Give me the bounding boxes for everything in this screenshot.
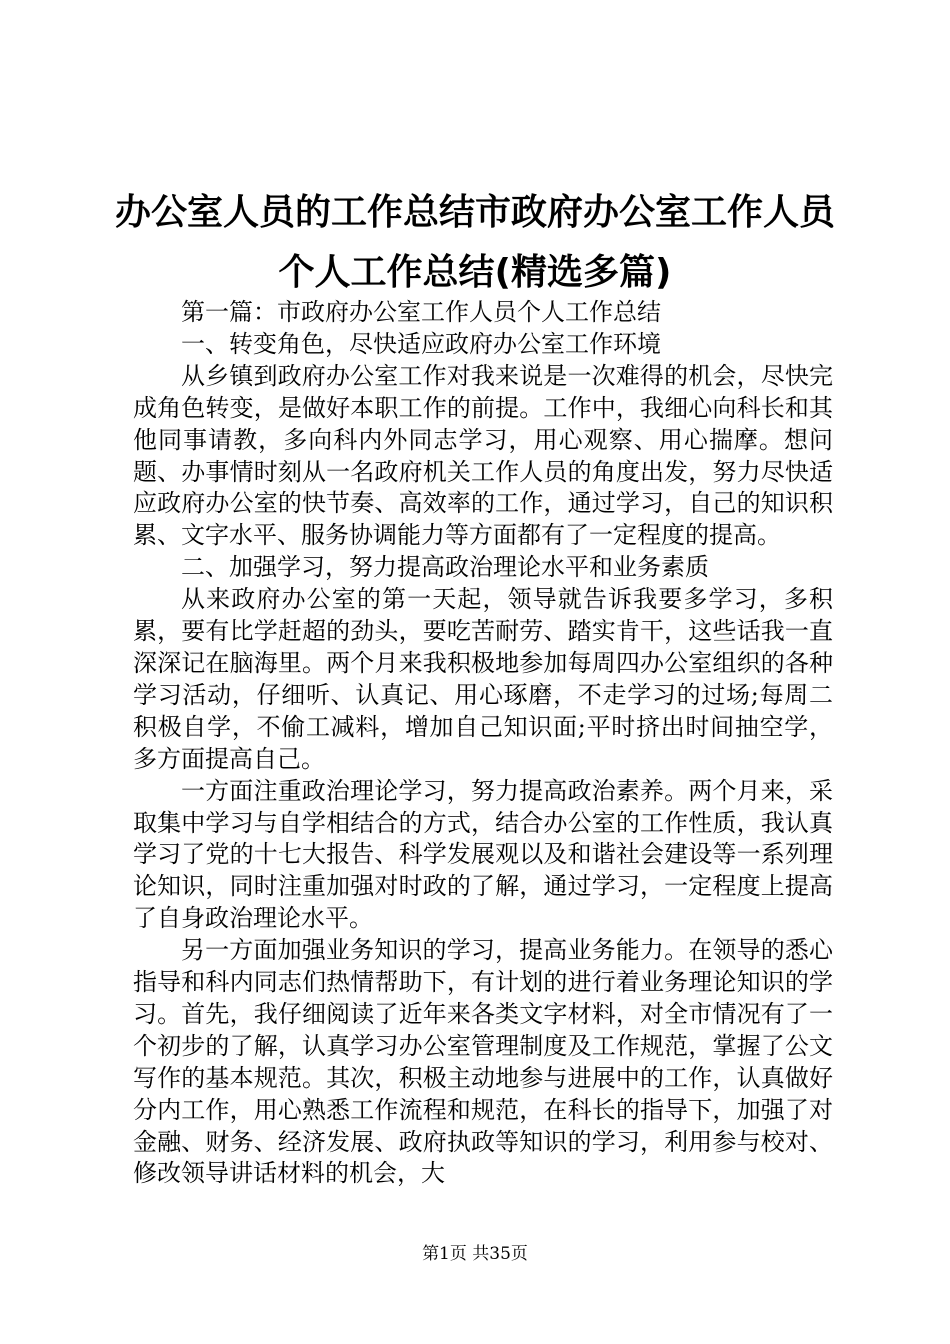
paragraph-3: 一方面注重政治理论学习，努力提高政治素养。两个月来，采取集中学习与自学相结合的方式，结合办公室的工作性质，我认真学习了党的十七大报告、科学发展观以及和谐社会建设等一系列理论知识，同时注重加强对时政的了解，通过学习，一定程度上提高了自身政治理论水平。	[133, 776, 833, 933]
section-heading: 第一篇：市政府办公室工作人员个人工作总结	[181, 298, 661, 326]
paragraph-2: 从来政府办公室的第一天起，领导就告诉我要多学习，多积累，要有比学赶超的劲头，要吃苦耐劳、踏实肯干，这些话我一直深深记在脑海里。两个月来我积极地参加每周四办公室组织的各种学习活动，仔细听、认真记、用心琢磨，不走学习的过场;每周二积极自学，不偷工减料，增加自己知识面;平时挤出时间抽空学，多方面提高自己。	[133, 585, 833, 773]
page-footer	[0, 1242, 950, 1266]
document-body	[133, 297, 833, 1190]
title-line-1: 办公室人员的工作总结市政府办公室工作人员	[114, 192, 835, 233]
paragraph-1: 从乡镇到政府办公室工作对我来说是一次难得的机会，尽快完成角色转变，是做好本职工作的前提。工作中，我细心向科长和其他同事请教，多向科内外同志学习，用心观察、用心揣摩。想问题、办事情时刻从一名政府机关工作人员的角度出发，努力尽快适应政府办公室的快节奏、高效率的工作，通过学习，自己的知识积累、文字水平、服务协调能力等方面都有了一定程度的提高。	[133, 361, 833, 550]
subheading-2: 二、加强学习，努力提高政治理论水平和业务素质	[181, 553, 709, 582]
subheading-1: 一、转变角色，尽快适应政府办公室工作环境	[181, 329, 661, 358]
document-title	[100, 183, 850, 303]
paragraph-4: 另一方面加强业务知识的学习，提高业务能力。在领导的悉心指导和科内同志们热情帮助下，有计划的进行着业务理论知识的学习。首先，我仔细阅读了近年来各类文字材料，对全市情况有了一个初步的了解，认真学习办公室管理制度及工作规范，掌握了公文写作的基本规范。其次，积极主动地参与进展中的工作，认真做好分内工作，用心熟悉工作流程和规范，在科长的指导下，加强了对金融、财务、经济发展、政府执政等知识的学习，利用参与校对、修改领导讲话材料的机会，大	[133, 936, 833, 1188]
title-line-2: 个人工作总结(精选多篇)	[278, 252, 672, 293]
page-number: 第1页 共35页	[422, 1244, 528, 1264]
